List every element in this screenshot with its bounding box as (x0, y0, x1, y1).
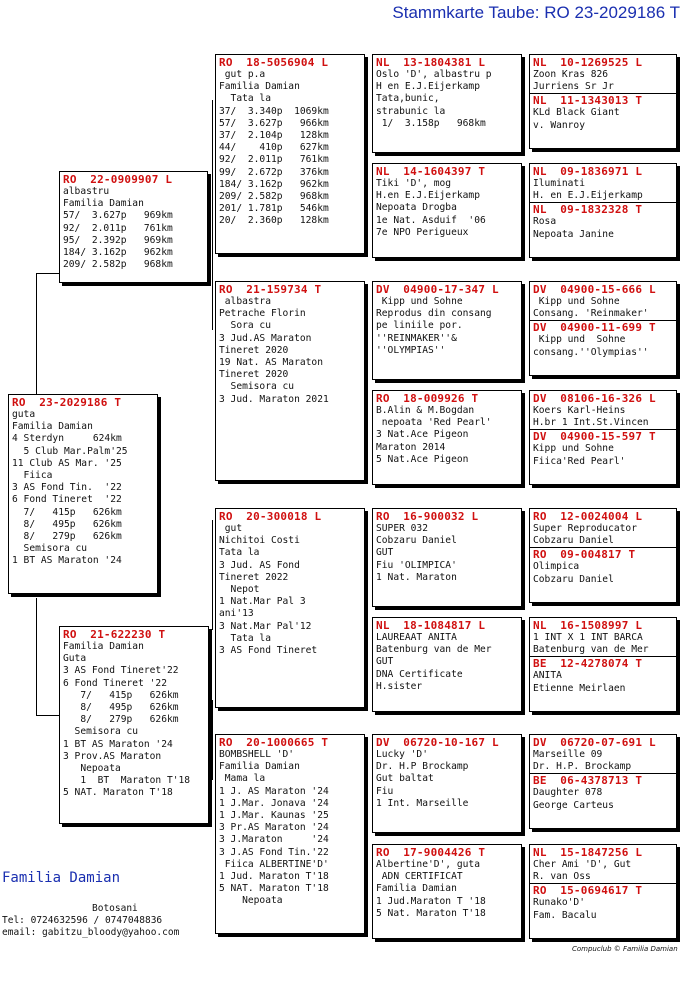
ring-number: DV 08106-16-326 L (533, 392, 656, 405)
pedigree-info-line: Nichitoi Costi (219, 535, 300, 547)
pedigree-info-line: 92/ 2.011p 761km (63, 222, 173, 234)
pedigree-info-line: 11 Club AS Mar. '25 (12, 457, 122, 469)
pigeon-card-gggp-pair-2 (529, 163, 677, 258)
pedigree-info-line: Fiica ALBERTINE'D' (219, 858, 329, 870)
pigeon-card-main (8, 394, 158, 594)
pedigree-info-line: 8/ 279p 626km (12, 531, 122, 543)
pedigree-info-line: ''REINMAKER''& (376, 332, 457, 344)
pedigree-info-line: Mama la (219, 773, 266, 785)
pedigree-info-line: 57/ 3.627p 969km (63, 210, 173, 222)
ring-number: NL 14-1604397 T (376, 165, 486, 178)
pedigree-info-line: Rosa (533, 216, 557, 228)
pedigree-info-line: Consang. 'Reinmaker' (533, 308, 649, 320)
ring-number: NL 16-1508997 L (533, 619, 643, 632)
pedigree-info-line: Guta (63, 653, 87, 665)
ring-number: RO 20-1000665 T (219, 736, 329, 749)
pedigree-info-line: Tineret 2020 (219, 369, 289, 381)
pigeon-card-ggp-3 (372, 281, 522, 380)
ring-number: RO 16-900032 L (376, 510, 479, 523)
pigeon-card-ggp-2 (372, 163, 522, 258)
pedigree-info-line: GUT (376, 547, 394, 559)
pedigree-info-line: 1 Jud. Maraton T'18 (219, 871, 329, 883)
pedigree-info-line: 1 BT AS Maraton '24 (63, 738, 173, 750)
pedigree-info-line: 5 Club Mar.Palm'25 (12, 445, 128, 457)
pedigree-info-line: R. van Oss (533, 871, 591, 883)
pedigree-info-line: 37/ 2.104p 128km (219, 130, 329, 142)
pedigree-info-line: 4 Sterdyn 624km (12, 433, 122, 445)
pedigree-info-line: Fiu 'OLIMPICA' (376, 559, 457, 571)
pedigree-info-line: Semisora cu (12, 543, 88, 555)
pedigree-info-line: Familia Damian (12, 421, 93, 433)
pedigree-info-line: DNA Certificate (376, 668, 463, 680)
pedigree-info-line: v. Wanroy (533, 119, 585, 131)
pedigree-info-line: 95/ 2.392p 969km (63, 234, 173, 246)
pigeon-card-ggp-1 (372, 54, 522, 153)
pedigree-info-line: 201/ 1.781p 546km (219, 203, 329, 215)
pedigree-info-line: 1 Int. Marseille (376, 797, 469, 809)
connector (212, 100, 213, 270)
pedigree-info-line: Nepoata Janine (533, 228, 614, 240)
pigeon-card-ggp-4 (372, 390, 522, 485)
pedigree-info-line: Cobzaru Daniel (376, 535, 457, 547)
pedigree-info-line: Dr. H.P Brockamp (376, 761, 469, 773)
pedigree-info-line: 3 Nat.Mar Pal'12 (219, 620, 312, 632)
pedigree-info-line: Kipp und Sohne (533, 296, 620, 307)
pedigree-info-line: Batenburg van de Mer (533, 644, 649, 656)
pedigree-info-line: 3 Jud. Maraton 2021 (219, 393, 329, 405)
pedigree-info-line: 1 Jud.Maraton T '18 (376, 895, 486, 907)
pedigree-info-line: 7/ 415p 626km (12, 506, 122, 518)
pedigree-info-line: ADN CERTIFICAT (376, 871, 463, 883)
pedigree-info-line: 8/ 279p 626km (63, 714, 179, 726)
pedigree-info-line: 8/ 495p 626km (63, 702, 179, 714)
pedigree-info-line: LAUREAAT ANITA (376, 632, 457, 643)
pedigree-info-line: H. en E.J.Eijerkamp (533, 190, 643, 202)
ring-number: RO 22-0909907 L (63, 173, 173, 186)
pedigree-info-line: 3 AS Fond Tineret'22 (63, 665, 179, 677)
pedigree-info-line: 5 NAT. Maraton T'18 (219, 883, 329, 895)
ring-number: RO 21-622230 T (63, 628, 166, 641)
pedigree-info-line: 209/ 2.582p 968km (219, 191, 329, 203)
pedigree-info-line: Jurriens Sr Jr (533, 81, 614, 93)
pedigree-info-line: 3 Nat.Ace Pigeon (376, 429, 469, 441)
pedigree-info-line: Nepoata (219, 895, 283, 907)
pedigree-info-line: ani'13 (219, 608, 254, 620)
ring-number: NL 09-1836971 L (533, 165, 643, 178)
ring-number: BE 06-4378713 T (533, 774, 643, 788)
pedigree-info-line: 19 Nat. AS Maraton (219, 357, 323, 369)
pedigree-info-line: Lucky 'D' (376, 749, 428, 760)
pedigree-info-line: Batenburg van de Mer (376, 644, 492, 656)
pedigree-info-line: 3 Prov.AS Maraton (63, 750, 162, 762)
pedigree-info-line: Semisora cu (219, 381, 295, 393)
pedigree-info-line: Tata la (219, 632, 271, 644)
pedigree-info-line: albastra (219, 296, 271, 307)
pedigree-info-line: Olimpica (533, 561, 580, 573)
pedigree-info-line: Familia Damian (219, 761, 300, 773)
owner-phone: Tel: 0724632596 / 0747048836 (2, 915, 163, 926)
pedigree-info-line: Koers Karl-Heins (533, 405, 626, 416)
ring-number: DV 04900-11-699 T (533, 321, 656, 335)
pedigree-info-line: Kipp und Sohne (533, 443, 614, 455)
pedigree-info-line: 6 Fond Tineret '22 (63, 677, 167, 689)
ring-number: RO 09-004817 T (533, 548, 636, 562)
pedigree-info-line: 99/ 2.672p 376km (219, 166, 329, 178)
pedigree-info-line: 184/ 3.162p 962km (219, 178, 329, 190)
pigeon-card-gggp-pair-1 (529, 54, 677, 149)
pedigree-info-line: ''OLYMPIAS'' (376, 344, 446, 356)
pigeon-card-gggp-pair-6 (529, 617, 677, 712)
contact-info (2, 903, 179, 939)
ring-number: RO 12-0024004 L (533, 510, 643, 523)
owner-city: Botosani (92, 903, 138, 914)
pedigree-info-line: gut p.a (219, 69, 266, 80)
pigeon-card-ggp-7 (372, 734, 522, 833)
pedigree-info-line: BOMBSHELL 'D' (219, 749, 295, 760)
pedigree-info-line: Marseille 09 (533, 749, 603, 760)
pedigree-info-line: Fiica (12, 470, 53, 482)
pigeon-card-sire (59, 171, 208, 283)
pedigree-info-line: 5 Nat.Ace Pigeon (376, 453, 469, 465)
pedigree-info-line: Fiu (376, 785, 394, 797)
pedigree-info-line: Tata la (219, 93, 271, 105)
pedigree-info-line: 5 NAT. Maraton T'18 (63, 787, 173, 799)
pigeon-card-ggp-8 (372, 844, 522, 939)
pedigree-info-line: Nepot (219, 584, 260, 596)
pedigree-info-line: 6 Fond Tineret '22 (12, 494, 122, 506)
pedigree-info-line: 1 BT Maraton T'18 (63, 775, 191, 787)
pedigree-info-line: 1 INT X 1 INT BARCA (533, 632, 643, 643)
ring-number: RO 23-2029186 T (12, 396, 122, 409)
pedigree-info-line: Familia Damian (63, 641, 144, 652)
pedigree-info-line: 57/ 3.627p 966km (219, 117, 329, 129)
pedigree-info-line: SUPER 032 (376, 523, 428, 534)
ring-number: RO 21-159734 T (219, 283, 322, 296)
connector (36, 273, 37, 395)
ring-number: DV 06720-07-691 L (533, 736, 656, 749)
pedigree-info-line: Kipp und Sohne (533, 334, 626, 346)
pedigree-info-line: 3 J.Maraton '24 (219, 834, 329, 846)
pedigree-info-line: Tiki 'D', mog (376, 178, 452, 189)
pedigree-info-line: Oslo 'D', albastru p (376, 69, 492, 80)
pedigree-info-line: Tata la (219, 547, 260, 559)
pedigree-info-line: albastru (63, 186, 110, 197)
pedigree-info-line: Runako'D' (533, 897, 585, 909)
ring-number: RO 18-5056904 L (219, 56, 329, 69)
pedigree-info-line: 20/ 2.360p 128km (219, 215, 329, 227)
pedigree-info-line: Cobzaru Daniel (533, 535, 614, 547)
pedigree-info-line: 3 Jud.AS Maraton (219, 332, 312, 344)
pedigree-info-line: nepoata 'Red Pearl' (376, 417, 492, 429)
ring-number: NL 10-1269525 L (533, 56, 643, 69)
pedigree-info-line: 44/ 410p 627km (219, 142, 329, 154)
ring-number: NL 09-1832328 T (533, 203, 643, 217)
connector (36, 598, 37, 715)
connector (212, 270, 213, 330)
footer-credit: Compuclub © Familia Damian (572, 945, 678, 953)
pedigree-info-line: Gut baltat (376, 773, 434, 785)
pedigree-info-line: 37/ 3.340p 1069km (219, 105, 329, 117)
pedigree-info-line: Petrache Florin (219, 308, 306, 320)
pedigree-info-line: Fam. Bacalu (533, 909, 597, 921)
pedigree-info-line: Dr. H.P. Brockamp (533, 761, 632, 773)
pedigree-info-line: Kipp und Sohne (376, 296, 463, 307)
pedigree-info-line: Nepoata Drogba (376, 202, 457, 214)
pedigree-info-line: Zoon Kras 826 (533, 69, 609, 80)
pedigree-info-line: 1 J. AS Maraton '24 (219, 785, 329, 797)
owner-email[interactable]: email: gabitzu_bloody@yahoo.com (2, 927, 180, 938)
pedigree-info-line: Familia Damian (376, 883, 457, 895)
pedigree-info-line: strabunic la (376, 105, 446, 117)
ring-number: DV 04900-17-347 L (376, 283, 499, 296)
pigeon-card-ggp-5 (372, 508, 522, 607)
pedigree-info-line: consang.''Olympias'' (533, 346, 649, 358)
ring-number: RO 15-0694617 T (533, 884, 643, 898)
connector (36, 273, 59, 274)
pigeon-card-gggp-pair-7 (529, 734, 677, 829)
pedigree-info-line: H en E.J.Eijerkamp (376, 81, 480, 93)
pedigree-info-line: Tineret 2022 (219, 571, 289, 583)
pedigree-info-line: 209/ 2.582p 968km (63, 259, 173, 271)
pedigree-info-line: pe liniile por. (376, 320, 463, 332)
pedigree-info-line: H.sister (376, 680, 423, 692)
pedigree-info-line: Etienne Meirlaen (533, 682, 626, 694)
pedigree-info-line: Maraton 2014 (376, 441, 446, 453)
pedigree-info-line: Fiica'Red Pearl' (533, 455, 626, 467)
pedigree-info-line: 3 AS Fond Tineret (219, 645, 318, 657)
pedigree-info-line: ANITA (533, 670, 562, 682)
pedigree-info-line: 1/ 3.158p 968km (376, 117, 486, 129)
pedigree-info-line: 3 Pr.AS Maraton '24 (219, 822, 329, 834)
pedigree-info-line: 1 J.Mar. Kaunas '25 (219, 810, 329, 822)
pedigree-info-line: 1 J.Mar. Jonava '24 (219, 797, 329, 809)
ring-number: DV 06720-10-167 L (376, 736, 499, 749)
ring-number: NL 18-1084817 L (376, 619, 486, 632)
connector (212, 520, 213, 630)
pedigree-info-line: 1 Nat.Mar Pal 3 (219, 596, 306, 608)
pedigree-info-line: GUT (376, 656, 394, 668)
pedigree-info-line: H.br 1 Int.St.Vincen (533, 417, 649, 429)
pedigree-info-line: H.en E.J.Eijerkamp (376, 190, 480, 202)
pigeon-card-dam-sire (215, 508, 365, 708)
pedigree-info-line: Cobzaru Daniel (533, 573, 614, 585)
pigeon-card-sire-sire (215, 54, 365, 254)
pedigree-info-line: KLd Black Giant (533, 107, 620, 119)
ring-number: RO 20-300018 L (219, 510, 322, 523)
pedigree-info-line: Iluminati (533, 178, 585, 189)
pedigree-info-line: 5 Nat. Maraton T'18 (376, 907, 486, 919)
pedigree-info-line: George Carteus (533, 799, 614, 811)
pedigree-info-line: Reprodus din consang (376, 308, 492, 320)
pedigree-info-line: 8/ 495p 626km (12, 518, 122, 530)
pedigree-info-line: 3 J.AS Fond Tin.'22 (219, 846, 329, 858)
pedigree-info-line: guta (12, 409, 36, 420)
ring-number: BE 12-4278074 T (533, 657, 643, 671)
pedigree-info-line: gut (219, 523, 243, 534)
pedigree-info-line: Super Reproducator (533, 523, 637, 534)
page-title: Stammkarte Taube: RO 23-2029186 T (392, 3, 680, 22)
pedigree-info-line: 92/ 2.011p 761km (219, 154, 329, 166)
ring-number: NL 15-1847256 L (533, 846, 643, 859)
pigeon-card-gggp-pair-5 (529, 508, 677, 603)
pedigree-info-line: Daughter 078 (533, 787, 603, 799)
ring-number: RO 17-9004426 T (376, 846, 486, 859)
connector (36, 715, 59, 716)
pedigree-info-line: B.Alin & M.Bogdan (376, 405, 475, 416)
pedigree-info-line: Nepoata (63, 763, 121, 775)
pedigree-info-line: 1e Nat. Asduif '06 (376, 214, 486, 226)
pedigree-info-line: Semisora cu (63, 726, 139, 738)
pigeon-card-dam-dam (215, 734, 365, 934)
pedigree-info-line: Albertine'D', guta (376, 859, 480, 870)
pedigree-info-line: Tata,bunic, (376, 93, 440, 105)
connector (212, 700, 213, 780)
pedigree-info-line: 1 BT AS Maraton '24 (12, 555, 122, 567)
pedigree-info-line: 7/ 415p 626km (63, 689, 179, 701)
pedigree-info-line: 3 Jud. AS Fond (219, 559, 300, 571)
ring-number: RO 18-009926 T (376, 392, 479, 405)
pedigree-info-line: 1 Nat. Maraton (376, 571, 457, 583)
pedigree-info-line: Cher Ami 'D', Gut (533, 859, 632, 870)
pigeon-card-gggp-pair-4 (529, 390, 677, 485)
pedigree-info-line: 3 AS Fond Tin. '22 (12, 482, 122, 494)
ring-number: NL 11-1343013 T (533, 94, 643, 108)
pedigree-info-line: Sora cu (219, 320, 271, 332)
pigeon-card-sire-dam (215, 281, 365, 481)
pedigree-info-line: Familia Damian (219, 81, 300, 93)
pigeon-card-dam (59, 626, 209, 824)
ring-number: DV 04900-15-666 L (533, 283, 656, 296)
owner-name: Familia Damian (2, 870, 121, 886)
pedigree-info-line: Familia Damian (63, 198, 144, 210)
pigeon-card-gggp-pair-8 (529, 844, 677, 939)
ring-number: NL 13-1804381 L (376, 56, 486, 69)
pigeon-card-gggp-pair-3 (529, 281, 677, 376)
pigeon-card-ggp-6 (372, 617, 522, 712)
pedigree-info-line: 7e NPO Perigueux (376, 226, 469, 238)
ring-number: DV 04900-15-597 T (533, 430, 656, 444)
pedigree-info-line: 184/ 3.162p 962km (63, 247, 173, 259)
pedigree-info-line: Tineret 2020 (219, 344, 289, 356)
